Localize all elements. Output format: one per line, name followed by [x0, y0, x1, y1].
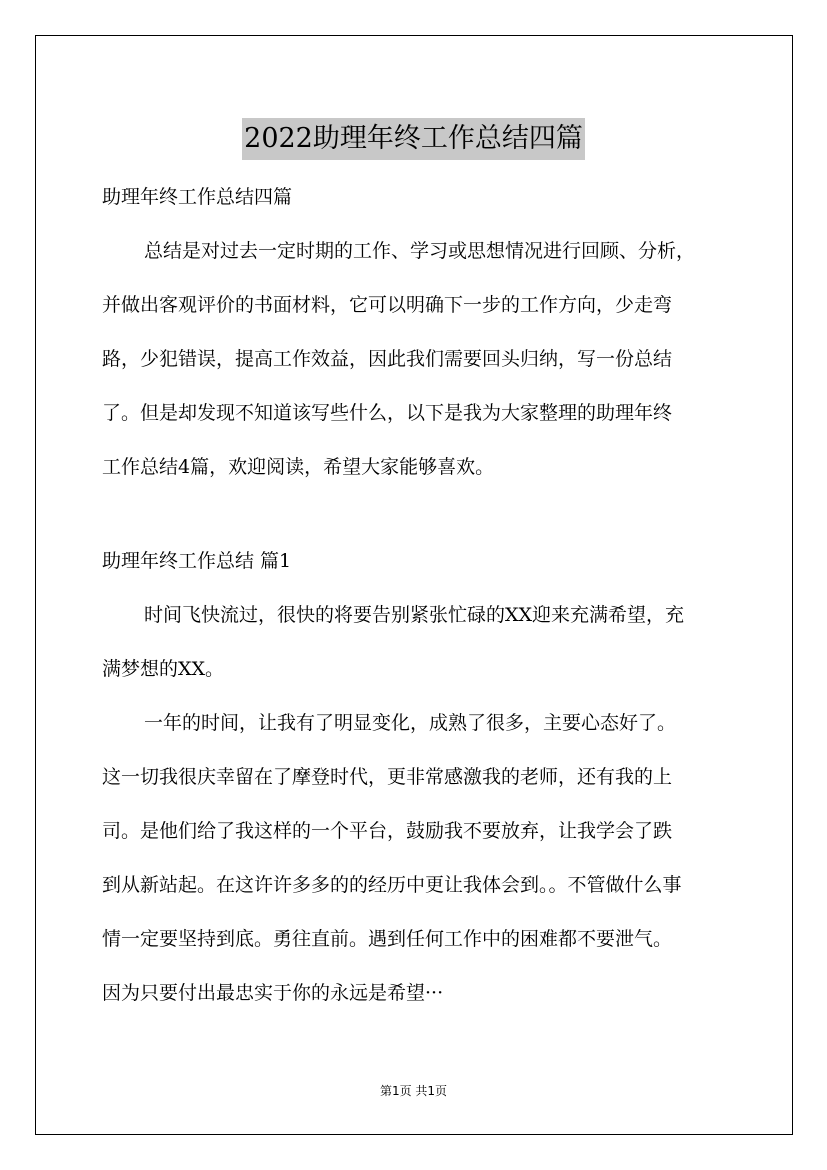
- section1-para1-line-1: 时间飞快流过，很快的将要告别紧张忙碌的XX迎来充满希望，充: [144, 604, 685, 626]
- intro-line-2: 并做出客观评价的书面材料，它可以明确下一步的工作方向，少走弯: [102, 294, 673, 316]
- section1-para2-line-2: 这一切我很庆幸留在了摩登时代，更非常感激我的老师，还有我的上: [102, 766, 673, 788]
- title-container: [0, 100, 827, 178]
- document-subtitle: 助理年终工作总结四篇: [102, 186, 293, 208]
- intro-line-1: 总结是对过去一定时期的工作、学习或思想情况进行回顾、分析，: [144, 240, 696, 262]
- section1-para2-line-1: 一年的时间，让我有了明显变化，成熟了很多，主要心态好了。: [144, 712, 677, 734]
- intro-line-5: 工作总结4篇，欢迎阅读，希望大家能够喜欢。: [102, 456, 495, 478]
- section1-para1-line-2: 满梦想的XX。: [102, 658, 225, 680]
- page-footer: 第1页 共1页: [379, 1084, 448, 1098]
- document-title: 2022助理年终工作总结四篇: [242, 118, 585, 160]
- intro-line-4: 了。但是却发现不知道该写些什么，以下是我为大家整理的助理年终: [102, 402, 673, 424]
- document-body: [102, 170, 742, 1020]
- section1-para2-line-6: 因为只要付出最忠实于你的永远是希望···: [102, 982, 444, 1004]
- section1-para2-line-3: 司。是他们给了我这样的一个平台，鼓励我不要放弃，让我学会了跌: [102, 820, 673, 842]
- section1-para2-line-4: 到从新站起。在这许许多多的的经历中更让我体会到。。不管做什么事: [102, 874, 682, 896]
- intro-line-3: 路，少犯错误，提高工作效益，因此我们需要回头归纳，写一份总结: [102, 348, 673, 370]
- section1-heading: 助理年终工作总结 篇1: [102, 550, 292, 572]
- section1-para2-line-5: 情一定要坚持到底。勇往直前。遇到任何工作中的困难都不要泄气。: [102, 928, 673, 950]
